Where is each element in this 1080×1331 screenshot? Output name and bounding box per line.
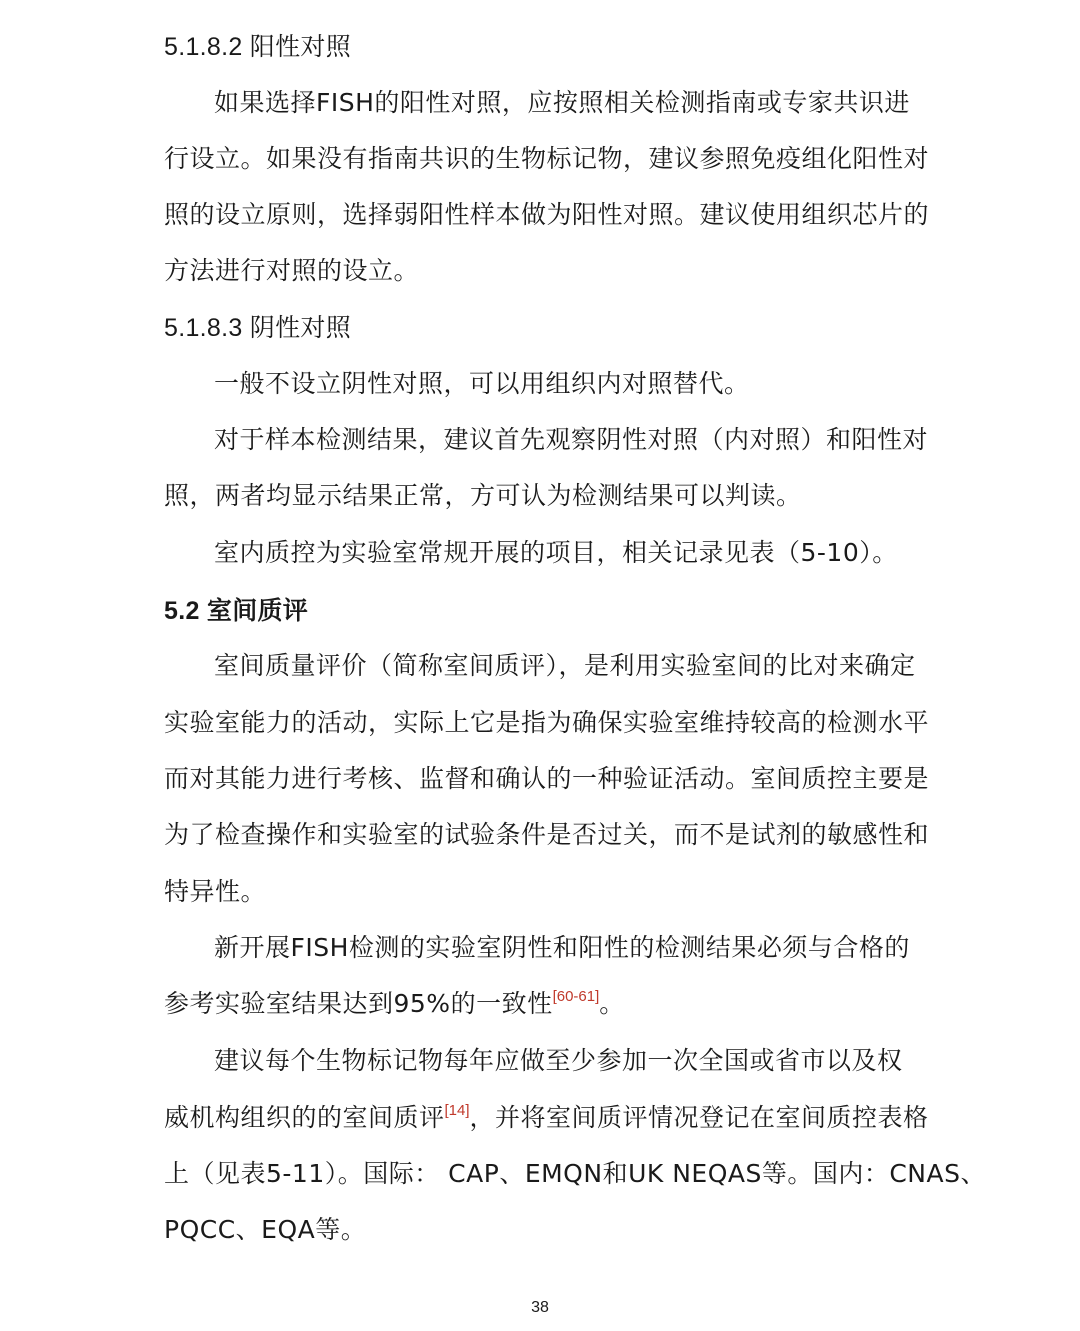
paragraph-line: 室间质量评价（简称室间质评），是利用实验室间的比对来确定: [214, 651, 916, 680]
paragraph-line: 如果选择FISH的阳性对照，应按照相关检测指南或专家共识进: [214, 88, 910, 117]
paragraph-line: 实验室能力的活动，实际上它是指为确保实验室维持较高的检测水平: [164, 708, 930, 737]
paragraph-line-with-citation: [164, 989, 625, 1019]
paragraph-line: 而对其能力进行考核、监督和确认的一种验证活动。室间质控主要是: [164, 764, 930, 793]
paragraph-line: 对于样本检测结果，建议首先观察阴性对照（内对照）和阳性对: [214, 425, 929, 454]
citation-reference[interactable]: [14]: [444, 1102, 470, 1119]
paragraph-text: 。: [599, 989, 625, 1018]
paragraph-line: 照的设立原则，选择弱阳性样本做为阳性对照。建议使用组织芯片的: [164, 200, 930, 229]
paragraph-line: 照，两者均显示结果正常，方可认为检测结果可以判读。: [164, 481, 802, 510]
paragraph-text: 参考实验室结果达到95%的一致性: [164, 989, 553, 1018]
paragraph-line: 新开展FISH检测的实验室阴性和阳性的检测结果必须与合格的: [214, 933, 910, 962]
paragraph-line: PQCC、EQA等。: [164, 1215, 367, 1244]
paragraph-line: 室内质控为实验室常规开展的项目，相关记录见表（5-10）。: [214, 538, 898, 567]
paragraph-text: ，并将室间质评情况登记在室间质控表格: [469, 1103, 929, 1132]
citation-reference[interactable]: [60-61]: [552, 988, 600, 1005]
page-number: 38: [531, 1299, 549, 1316]
section-heading-5-2: 5.2 室间质评: [164, 597, 309, 625]
paragraph-line: 特异性。: [164, 877, 267, 906]
section-heading-5-1-8-3: 5.1.8.3 阴性对照: [164, 314, 351, 342]
paragraph-line: 一般不设立阴性对照，可以用组织内对照替代。: [214, 369, 750, 398]
paragraph-line-with-citation: [164, 1103, 929, 1133]
paragraph-line: 行设立。如果没有指南共识的生物标记物，建议参照免疫组化阳性对: [164, 144, 930, 173]
paragraph-line: 方法进行对照的设立。: [164, 256, 420, 285]
paragraph-text: 威机构组织的的室间质评: [164, 1103, 445, 1132]
paragraph-line: 上（见表5-11）。国际： CAP、EMQN和UK NEQAS等。国内：CNAS、: [164, 1159, 986, 1188]
paragraph-line: 为了检查操作和实验室的试验条件是否过关，而不是试剂的敏感性和: [164, 820, 930, 849]
paragraph-line: 建议每个生物标记物每年应做至少参加一次全国或省市以及权: [214, 1046, 903, 1075]
section-heading-5-1-8-2: 5.1.8.2 阳性对照: [164, 33, 351, 61]
